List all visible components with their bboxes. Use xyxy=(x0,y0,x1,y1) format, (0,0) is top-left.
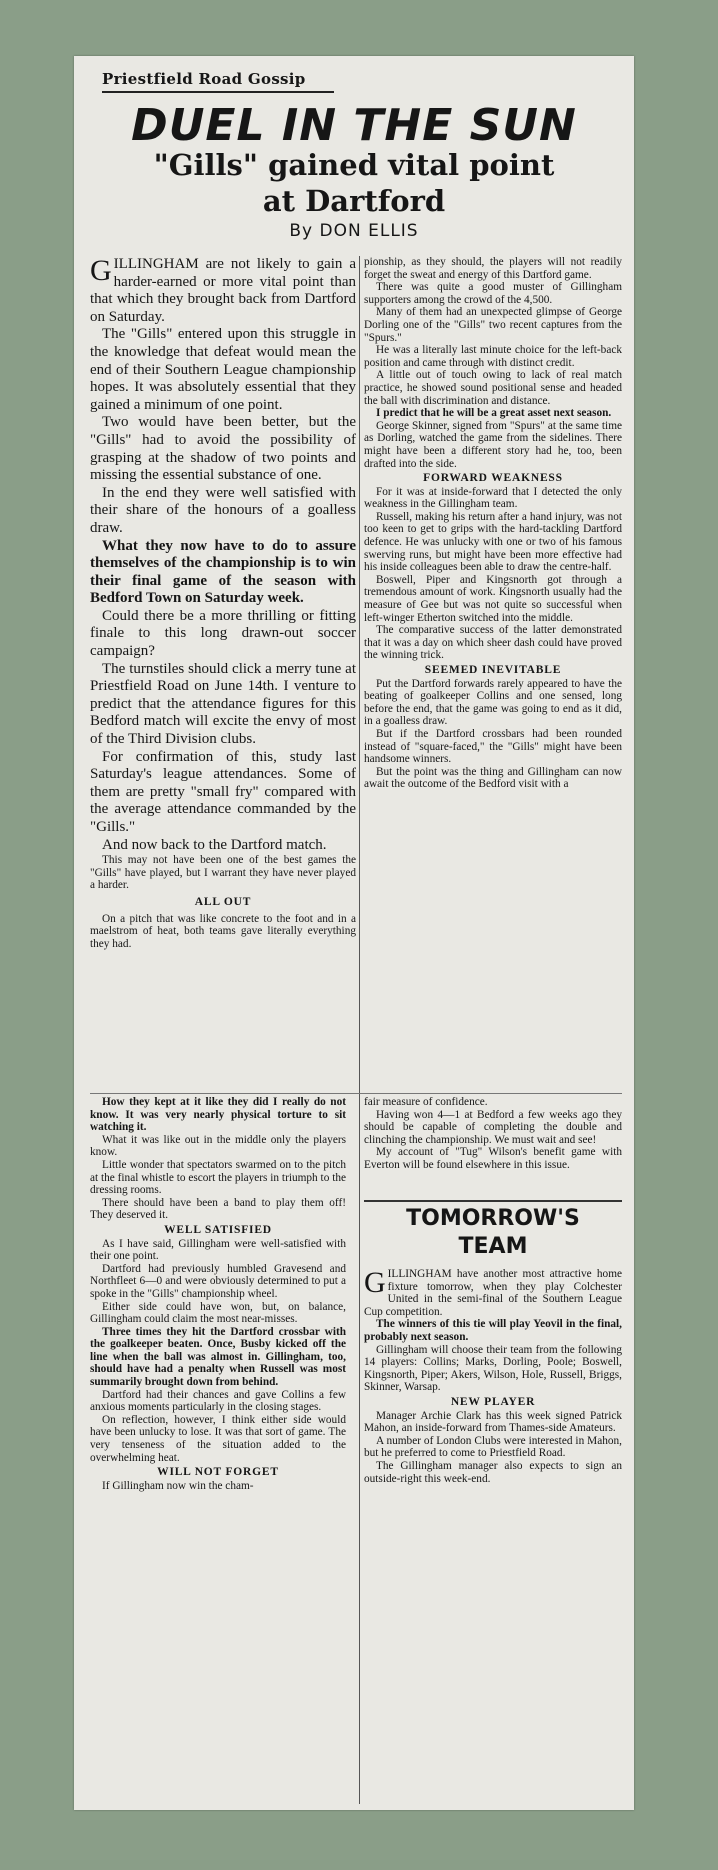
paragraph: Manager Archie Clark has this week signed Patrick Mahon, an inside-forward from Thames-side Amateurs. xyxy=(364,1409,622,1435)
column-divider xyxy=(359,256,360,1804)
paragraph: What it was like out in the middle only the players know. xyxy=(90,1133,346,1159)
article-column-4 xyxy=(364,1096,622,1196)
section-divider xyxy=(364,1200,622,1202)
drop-cap: G xyxy=(90,256,112,287)
paragraph: fair measure of confidence. xyxy=(364,1096,488,1108)
paragraph: Dartford had their chances and gave Collins a few anxious moments particularly in the closing stages. xyxy=(90,1388,346,1414)
paragraph: Russell, making his return after a hand injury, was not too keen to get to grips with the hard-tackling Dartford defence. He was unlucky with one or two of his famous swerving runs, but might have been more effective had his inside colleagues been able to draw the centre-half. xyxy=(364,510,622,574)
paragraph: But the point was the thing and Gillingham can now await the outcome of the Bedford visit with a xyxy=(364,765,622,791)
paragraph: Three times they hit the Dartford crossbar with the goalkeeper beaten. Once, Busby kicked off the line when the ball was almost in. Gillingham, too, should have had a penalty when Russell was most summarily brought down from behind. xyxy=(90,1325,346,1389)
paragraph: Put the Dartford forwards rarely appeared to have the beating of goalkeeper Collins and one sensed, long before the end, that the game was going to end as it did, in a goalless draw. xyxy=(364,677,622,728)
paragraph: Having won 4—1 at Bedford a few weeks ago they should be capable of completing the double and clinching the championship. We must wait and see! xyxy=(364,1108,622,1146)
paragraph: And now back to the Dartford match. xyxy=(102,836,327,853)
paragraph: GILLINGHAM have another most attractive home fixture tomorrow, when they play Colchester United in the semi-final of the Southern League Cup competition. xyxy=(364,1268,622,1318)
paragraph: Either side could have won, but, on balance, Gillingham could claim the most near-misses. xyxy=(90,1300,346,1326)
paragraph: But if the Dartford crossbars had been rounded instead of "square-faced," the "Gills" might have been handsome winners. xyxy=(364,727,622,766)
section-heading: ALL OUT xyxy=(194,895,252,908)
paragraph: GILLINGHAM are not likely to gain a harder-earned or more vital point than that which they brought back from Dartford on Saturday. xyxy=(90,256,356,325)
paragraph: The turnstiles should click a merry tune at Priestfield Road on June 14th. I venture to predict that the attendance figures for this Bedford match will excite the envy of most of the Third Division clubs. xyxy=(90,660,356,748)
byline: By DON ELLIS xyxy=(289,221,419,241)
paragraph: On reflection, however, I think either side would have been unlucky to lose. It was that sort of game. The very tenseness of the situation added to the overwhelming heat. xyxy=(90,1413,346,1464)
box-title-line-2: TEAM xyxy=(458,1234,528,1259)
paragraph: What they now have to do to assure themselves of the championship is to win their final game of the season with Bedford Town on Saturday week. xyxy=(90,537,356,607)
paragraph: As I have said, Gillingham were well-satisfied with their one point. xyxy=(90,1237,346,1263)
paragraph: In the end they were well satisfied with their share of the honours of a goalless draw. xyxy=(90,484,356,536)
paragraph: On a pitch that was like concrete to the foot and in a maelstrom of heat, both teams gave literally everything they had. xyxy=(90,912,356,950)
newspaper-clipping xyxy=(74,56,634,1810)
paragraph: Gillingham will choose their team from the following 14 players: Collins; Marks, Dorling, Poole; Boswell, Kingsnorth, Piper; Akers, Wilson, Hole, Russell, Briggs, Skinner, Warsap. xyxy=(364,1343,622,1394)
paragraph: For it was at inside-forward that I detected the only weakness in the Gillingham team. xyxy=(364,485,622,511)
paragraph: Little wonder that spectators swarmed on to the pitch at the final whistle to escort the players in triumph to the dressing rooms. xyxy=(90,1158,346,1197)
paragraph: Two would have been better, but the "Gills" had to avoid the possibility of grasping at the shadow of two points and missing the essential substance of one. xyxy=(90,414,356,484)
article-column-1 xyxy=(90,256,356,1096)
paragraph: I predict that he will be a great asset next season. xyxy=(376,407,612,420)
paragraph: George Skinner, signed from "Spurs" at the same time as Dorling, watched the game from the sidelines. There might have been a different story had he, too, been drafted into the side. xyxy=(364,419,622,470)
paragraph: For confirmation of this, study last Saturday's league attendances. Some of them are pretty "small fry" compared with the average attendance commanded by the "Gills." xyxy=(90,748,356,835)
section-heading: WELL SATISFIED xyxy=(164,1223,272,1236)
article-column-3 xyxy=(90,1096,346,1804)
paragraph: This may not have been one of the best games the "Gills" have played, but I warrant they have never played a harder. xyxy=(90,854,356,892)
paragraph: Dartford had previously humbled Gravesend and Northfleet 6—0 and were obviously determined to put a spoke in the "Gills" championship wheel. xyxy=(90,1262,346,1300)
section-heading: NEW PLAYER xyxy=(450,1395,536,1408)
section-heading: WILL NOT FORGET xyxy=(157,1466,279,1479)
paragraph: There was quite a good muster of Gillingham supporters among the crowd of the 4,500. xyxy=(364,281,622,306)
column-masthead: Priestfield Road Gossip xyxy=(102,70,334,93)
section-heading: SEEMED INEVITABLE xyxy=(424,664,562,676)
paragraph: My account of "Tug" Wilson's benefit game with Everton will be found elsewhere in this issue. xyxy=(364,1146,622,1171)
section-heading: FORWARD WEAKNESS xyxy=(423,472,563,485)
paragraph: Boswell, Piper and Kingsnorth got through a tremendous amount of work. Kingsnorth usually had the measure of Gee but was not quite so successful when left-winger Etherton switched into the middle. xyxy=(364,573,622,624)
article-column-2 xyxy=(364,256,622,1096)
tomorrows-team-box xyxy=(364,1268,622,1808)
paragraph: pionship, as they should, the players will not readily forget the sweat and energy of this Dartford game. xyxy=(364,256,622,281)
subheadline-line-1: "Gills" gained vital point xyxy=(153,148,555,182)
paragraph: The comparative success of the latter demonstrated that it was a day on which sheer dash could have proved the winning trick. xyxy=(364,624,622,662)
paragraph: Many of them had an unexpected glimpse of George Dorling one of the "Gills" two recent captures from the "Spurs." xyxy=(364,306,622,344)
headline: DUEL IN THE SUN xyxy=(131,100,577,151)
box-title-line-1: TOMORROW'S xyxy=(406,1206,580,1231)
paragraph: If Gillingham now win the cham- xyxy=(102,1479,254,1492)
subheadline-line-2: at Dartford xyxy=(262,184,446,218)
paragraph: He was a literally last minute choice for the left-back position and came through with distinct credit. xyxy=(364,344,622,369)
paragraph: A little out of touch owing to lack of real match practice, he showed sound positional sense and headed the ball with discrimination and distance. xyxy=(364,369,622,407)
drop-cap: G xyxy=(364,1268,386,1299)
paragraph: There should have been a band to play them off! They deserved it. xyxy=(90,1196,346,1222)
paragraph: The winners of this tie will play Yeovil in the final, probably next season. xyxy=(364,1318,622,1343)
paragraph: How they kept at it like they did I really do not know. It was very nearly physical torture to sit watching it. xyxy=(90,1096,346,1134)
paragraph: The Gillingham manager also expects to sign an outside-right this week-end. xyxy=(364,1459,622,1485)
paragraph: The "Gills" entered upon this struggle in the knowledge that defeat would mean the end of their Southern League championship hopes. It was absolutely essential that they gained a minimum of one point. xyxy=(90,326,356,413)
paragraph: Could there be a more thrilling or fitting finale to this long drawn-out soccer campaign? xyxy=(90,607,356,660)
paragraph: A number of London Clubs were interested in Mahon, but he preferred to come to Priestfield Road. xyxy=(364,1434,622,1460)
